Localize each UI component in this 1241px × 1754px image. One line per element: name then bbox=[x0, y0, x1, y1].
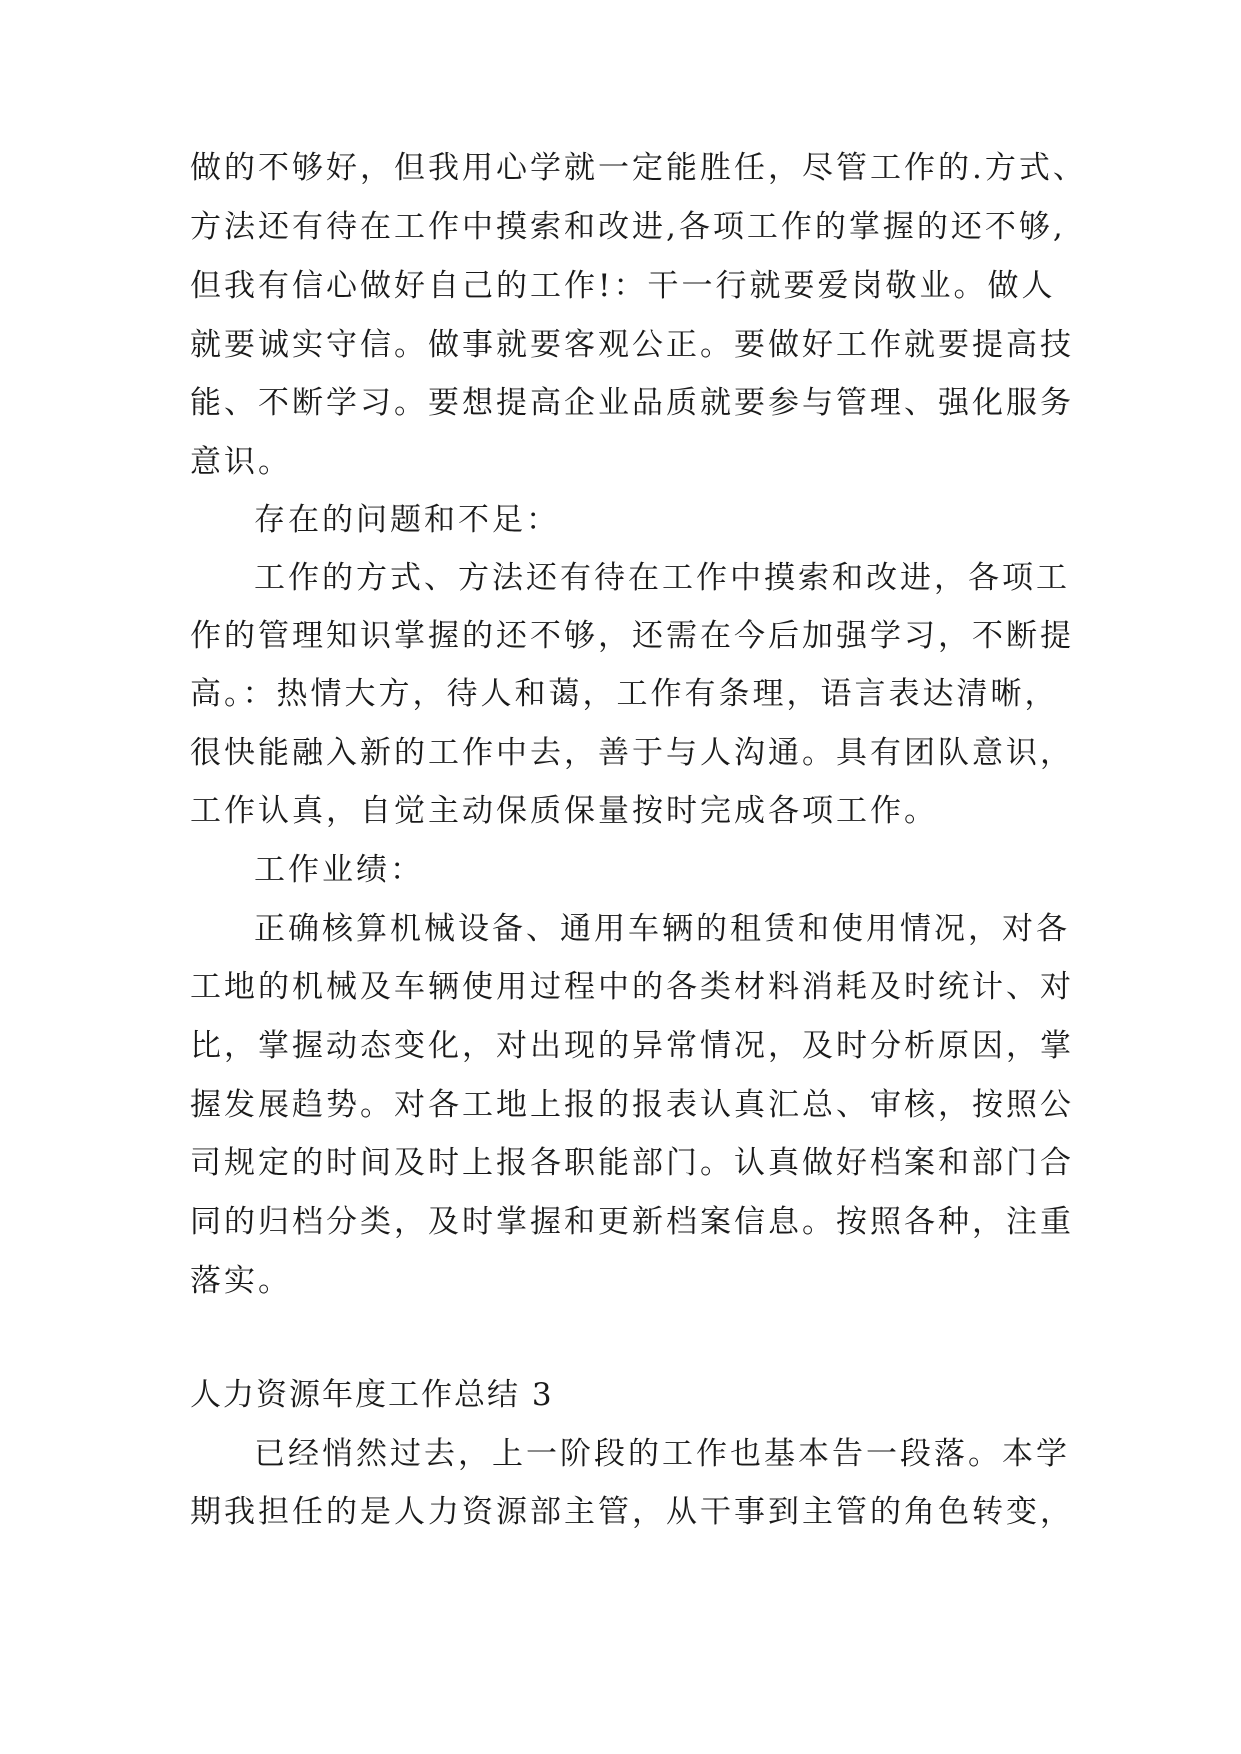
text-line: 期我担任的是人力资源部主管，从干事到主管的角色转变， bbox=[190, 1494, 1074, 1530]
text-line: 工作的方式、方法还有待在工作中摸索和改进，各项工 bbox=[254, 560, 1070, 596]
text-line: 能、不断学习。要想提高企业品质就要参与管理、强化服务 bbox=[190, 385, 1074, 421]
text-line: 意识。 bbox=[190, 444, 292, 480]
text-line: 正确核算机械设备、通用车辆的租赁和使用情况，对各 bbox=[254, 911, 1070, 947]
text-line: 同的归档分类，及时掌握和更新档案信息。按照各种，注重 bbox=[190, 1204, 1074, 1240]
section-heading: 人力资源年度工作总结 3 bbox=[190, 1377, 554, 1413]
text-line: 落实。 bbox=[190, 1263, 292, 1299]
text-line: 做的不够好，但我用心学就一定能胜任，尽管工作的.方式、 bbox=[190, 150, 1087, 186]
text-line: 工作认真，自觉主动保质保量按时完成各项工作。 bbox=[190, 793, 938, 829]
text-line: 但我有信心做好自己的工作!：干一行就要爱岗敬业。做人 bbox=[190, 268, 1056, 304]
text-line: 工地的机械及车辆使用过程中的各类材料消耗及时统计、对 bbox=[190, 969, 1074, 1005]
text-line: 比，掌握动态变化，对出现的异常情况，及时分析原因，掌 bbox=[190, 1028, 1074, 1064]
text-line: 司规定的时间及时上报各职能部门。认真做好档案和部门合 bbox=[190, 1145, 1074, 1181]
section-subheading: 工作业绩： bbox=[254, 852, 424, 888]
text-line: 握发展趋势。对各工地上报的报表认真汇总、审核，按照公 bbox=[190, 1087, 1074, 1123]
text-line: 高。：热情大方，待人和蔼，工作有条理，语言表达清晰， bbox=[190, 676, 1059, 712]
text-line: 很快能融入新的工作中去，善于与人沟通。具有团队意识， bbox=[190, 735, 1074, 771]
text-line: 就要诚实守信。做事就要客观公正。要做好工作就要提高技 bbox=[190, 327, 1074, 363]
text-line: 方法还有待在工作中摸索和改进,各项工作的掌握的还不够, bbox=[190, 209, 1066, 245]
section-subheading: 存在的问题和不足： bbox=[254, 502, 560, 538]
text-line: 已经悄然过去，上一阶段的工作也基本告一段落。本学 bbox=[254, 1436, 1070, 1472]
text-line: 作的管理知识掌握的还不够，还需在今后加强学习，不断提 bbox=[190, 618, 1074, 654]
